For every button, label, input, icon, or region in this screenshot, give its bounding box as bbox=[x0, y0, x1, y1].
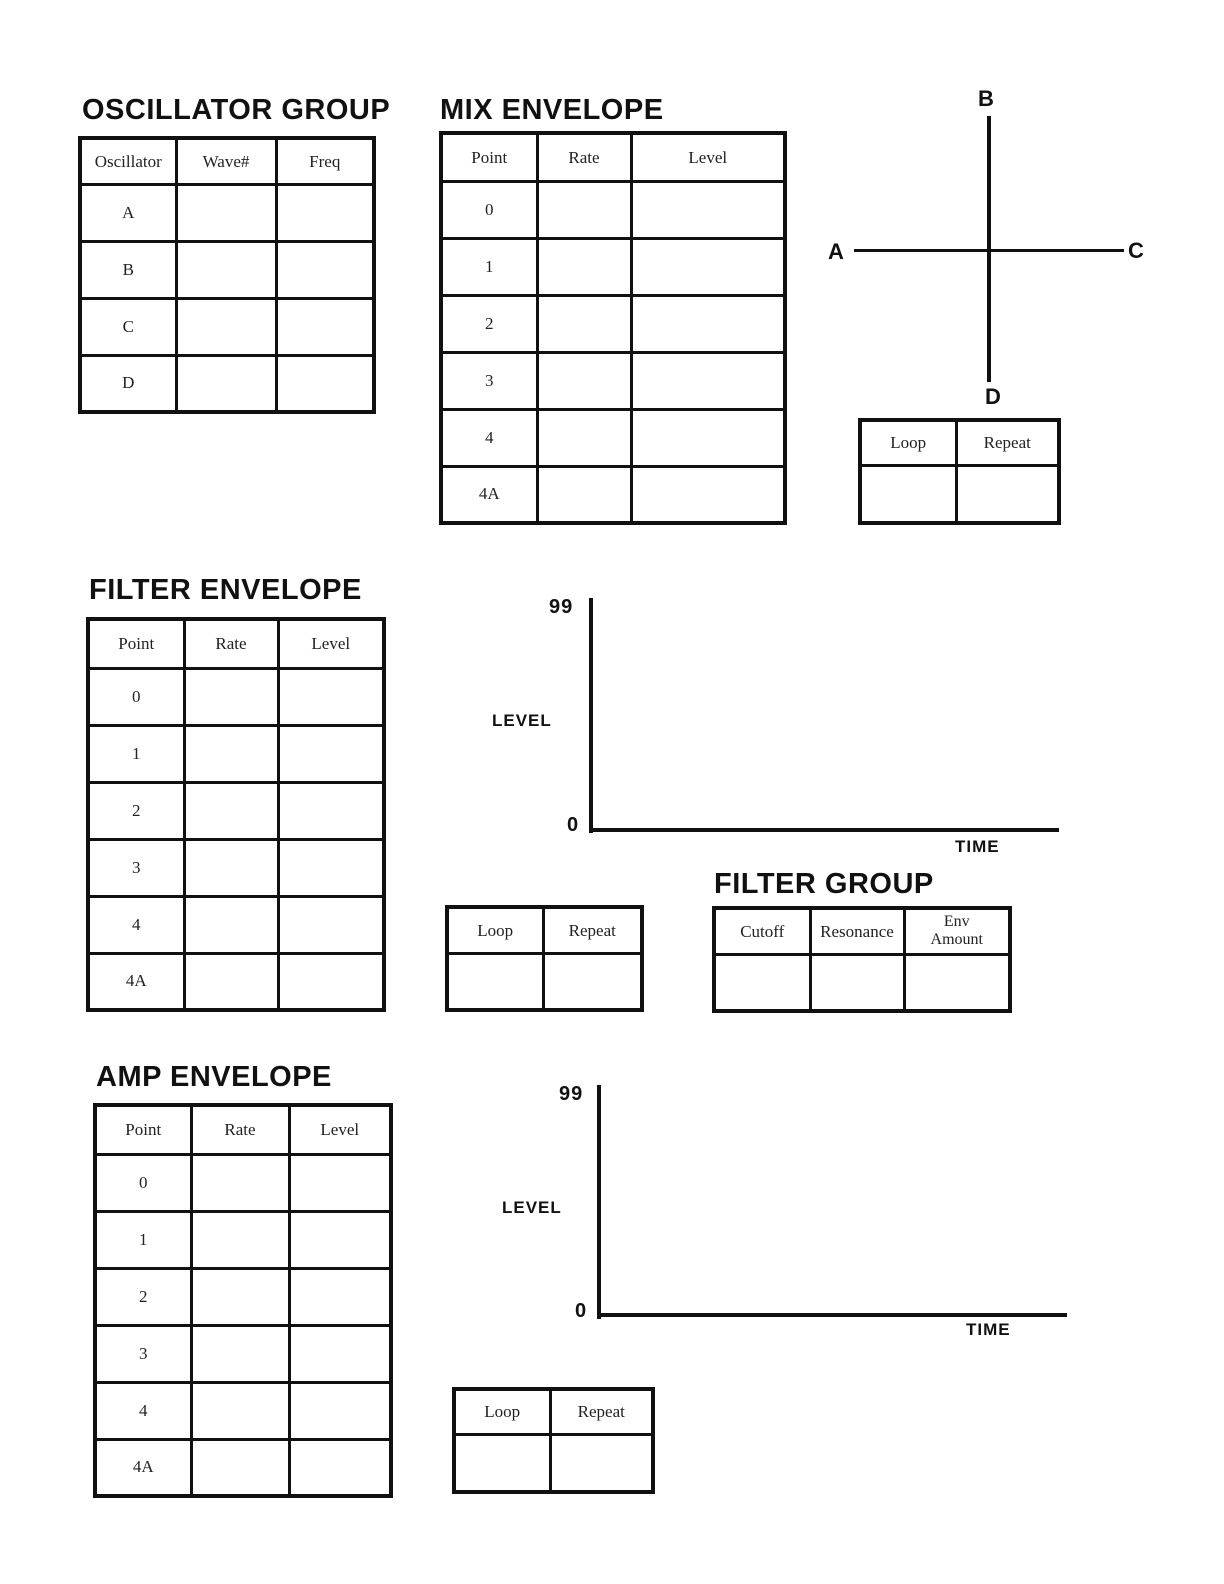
table-row bbox=[441, 409, 785, 466]
point-label: 4 bbox=[88, 896, 184, 953]
table-header-row bbox=[88, 619, 384, 668]
rate-cell[interactable] bbox=[191, 1211, 289, 1268]
graph-x-axis-label: TIME bbox=[955, 837, 1000, 856]
freq-cell[interactable] bbox=[276, 355, 374, 412]
rate-cell[interactable] bbox=[184, 896, 278, 953]
point-label: 4A bbox=[95, 1439, 191, 1496]
table-row bbox=[88, 953, 384, 1010]
level-cell[interactable] bbox=[289, 1325, 391, 1382]
point-label: 0 bbox=[88, 668, 184, 725]
horizontal-axis-line bbox=[854, 249, 1124, 252]
oscillator-group-table bbox=[78, 136, 376, 414]
graph-x-axis bbox=[589, 828, 1059, 832]
level-cell[interactable] bbox=[289, 1211, 391, 1268]
diagram-label-b: B bbox=[978, 86, 994, 111]
amp-loop-repeat-table bbox=[452, 1387, 655, 1494]
table-row bbox=[441, 295, 785, 352]
repeat-column-header: Repeat bbox=[543, 907, 642, 953]
loop-column-header: Loop bbox=[454, 1389, 550, 1434]
level-cell[interactable] bbox=[278, 953, 384, 1010]
level-cell[interactable] bbox=[631, 409, 785, 466]
level-cell[interactable] bbox=[278, 782, 384, 839]
filter-group-title: FILTER GROUP bbox=[714, 868, 934, 900]
wave-column-header: Wave# bbox=[176, 138, 276, 184]
cutoff-cell[interactable] bbox=[714, 954, 810, 1011]
point-column-header: Point bbox=[95, 1105, 191, 1154]
rate-cell[interactable] bbox=[184, 782, 278, 839]
table-row bbox=[447, 953, 642, 1010]
level-cell[interactable] bbox=[289, 1382, 391, 1439]
table-row bbox=[95, 1325, 391, 1382]
oscillator-group-title: OSCILLATOR GROUP bbox=[82, 94, 391, 126]
table-row bbox=[80, 184, 374, 241]
rate-cell[interactable] bbox=[184, 953, 278, 1010]
point-label: 1 bbox=[441, 238, 537, 295]
point-label: 3 bbox=[88, 839, 184, 896]
point-label: 4A bbox=[441, 466, 537, 523]
level-cell[interactable] bbox=[631, 352, 785, 409]
table-row bbox=[714, 954, 1010, 1011]
filter-envelope-table bbox=[86, 617, 386, 1012]
level-cell[interactable] bbox=[631, 466, 785, 523]
rate-cell[interactable] bbox=[537, 409, 631, 466]
repeat-cell[interactable] bbox=[956, 465, 1059, 523]
table-row bbox=[80, 298, 374, 355]
level-cell[interactable] bbox=[631, 295, 785, 352]
rate-column-header: Rate bbox=[191, 1105, 289, 1154]
level-column-header: Level bbox=[278, 619, 384, 668]
point-label: 3 bbox=[95, 1325, 191, 1382]
wave-cell[interactable] bbox=[176, 241, 276, 298]
oscillator-label: A bbox=[80, 184, 176, 241]
rate-cell[interactable] bbox=[537, 466, 631, 523]
table-row bbox=[88, 839, 384, 896]
loop-cell[interactable] bbox=[860, 465, 956, 523]
table-row bbox=[441, 466, 785, 523]
diagram-label-c: C bbox=[1128, 238, 1144, 263]
point-label: 4A bbox=[88, 953, 184, 1010]
level-cell[interactable] bbox=[278, 839, 384, 896]
table-row bbox=[860, 465, 1059, 523]
point-label: 2 bbox=[88, 782, 184, 839]
loop-column-header: Loop bbox=[447, 907, 543, 953]
table-row bbox=[88, 782, 384, 839]
table-row bbox=[80, 241, 374, 298]
repeat-cell[interactable] bbox=[543, 953, 642, 1010]
cutoff-column-header: Cutoff bbox=[714, 908, 810, 954]
level-cell[interactable] bbox=[631, 181, 785, 238]
resonance-column-header: Resonance bbox=[810, 908, 904, 954]
filter-envelope-title: FILTER ENVELOPE bbox=[89, 574, 362, 606]
level-column-header: Level bbox=[289, 1105, 391, 1154]
loop-column-header: Loop bbox=[860, 420, 956, 465]
amp-envelope-title: AMP ENVELOPE bbox=[96, 1061, 332, 1093]
point-label: 0 bbox=[95, 1154, 191, 1211]
repeat-column-header: Repeat bbox=[956, 420, 1059, 465]
mix-envelope-title: MIX ENVELOPE bbox=[440, 94, 664, 126]
point-column-header: Point bbox=[441, 133, 537, 181]
graph-y-min-label: 0 bbox=[575, 1300, 588, 1322]
rate-cell[interactable] bbox=[191, 1439, 289, 1496]
graph-y-axis-label: LEVEL bbox=[502, 1198, 562, 1217]
table-row bbox=[441, 181, 785, 238]
table-row bbox=[95, 1211, 391, 1268]
rate-cell[interactable] bbox=[191, 1268, 289, 1325]
diagram-label-d: D bbox=[985, 384, 1001, 409]
rate-cell[interactable] bbox=[191, 1325, 289, 1382]
point-label: 1 bbox=[88, 725, 184, 782]
wave-cell[interactable] bbox=[176, 184, 276, 241]
repeat-cell[interactable] bbox=[550, 1434, 653, 1492]
oscillator-label: C bbox=[80, 298, 176, 355]
freq-column-header: Freq bbox=[276, 138, 374, 184]
graph-y-max-label: 99 bbox=[549, 596, 574, 618]
env-amount-cell[interactable] bbox=[904, 954, 1010, 1011]
level-cell[interactable] bbox=[278, 668, 384, 725]
oscillator-column-header: Oscillator bbox=[80, 138, 176, 184]
level-cell[interactable] bbox=[289, 1154, 391, 1211]
rate-cell[interactable] bbox=[191, 1382, 289, 1439]
table-header-row bbox=[860, 420, 1059, 465]
oscillator-label: B bbox=[80, 241, 176, 298]
filter-group-table bbox=[712, 906, 1012, 1013]
point-label: 1 bbox=[95, 1211, 191, 1268]
point-label: 2 bbox=[95, 1268, 191, 1325]
point-label: 3 bbox=[441, 352, 537, 409]
rate-cell[interactable] bbox=[184, 725, 278, 782]
table-header-row bbox=[95, 1105, 391, 1154]
oscillator-label: D bbox=[80, 355, 176, 412]
rate-cell[interactable] bbox=[191, 1154, 289, 1211]
rate-cell[interactable] bbox=[537, 238, 631, 295]
level-cell[interactable] bbox=[289, 1439, 391, 1496]
table-row bbox=[88, 725, 384, 782]
mix-loop-repeat-table bbox=[858, 418, 1061, 525]
point-label: 2 bbox=[441, 295, 537, 352]
amp-envelope-table bbox=[93, 1103, 393, 1498]
table-row bbox=[95, 1439, 391, 1496]
point-label: 4 bbox=[441, 409, 537, 466]
resonance-cell[interactable] bbox=[810, 954, 904, 1011]
rate-cell[interactable] bbox=[184, 668, 278, 725]
rate-cell[interactable] bbox=[537, 352, 631, 409]
repeat-column-header: Repeat bbox=[550, 1389, 653, 1434]
graph-x-axis-label: TIME bbox=[966, 1320, 1011, 1339]
mix-envelope-table bbox=[439, 131, 787, 525]
freq-cell[interactable] bbox=[276, 241, 374, 298]
level-cell[interactable] bbox=[278, 896, 384, 953]
graph-y-min-label: 0 bbox=[567, 814, 580, 836]
point-label: 4 bbox=[95, 1382, 191, 1439]
graph-y-axis bbox=[597, 1085, 601, 1319]
level-cell[interactable] bbox=[278, 725, 384, 782]
point-label: 0 bbox=[441, 181, 537, 238]
table-row bbox=[95, 1382, 391, 1439]
table-header-row bbox=[447, 907, 642, 953]
graph-y-axis-label: LEVEL bbox=[492, 711, 552, 730]
rate-column-header: Rate bbox=[537, 133, 631, 181]
diagram-label-a: A bbox=[828, 239, 844, 264]
rate-column-header: Rate bbox=[184, 619, 278, 668]
rate-cell[interactable] bbox=[537, 295, 631, 352]
filter-loop-repeat-table bbox=[445, 905, 644, 1012]
freq-cell[interactable] bbox=[276, 184, 374, 241]
point-column-header: Point bbox=[88, 619, 184, 668]
level-column-header: Level bbox=[631, 133, 785, 181]
table-header-row bbox=[454, 1389, 653, 1434]
graph-y-axis bbox=[589, 598, 593, 833]
wave-cell[interactable] bbox=[176, 298, 276, 355]
rate-cell[interactable] bbox=[184, 839, 278, 896]
table-row bbox=[95, 1268, 391, 1325]
loop-cell[interactable] bbox=[447, 953, 543, 1010]
wave-cell[interactable] bbox=[176, 355, 276, 412]
table-row bbox=[441, 352, 785, 409]
freq-cell[interactable] bbox=[276, 298, 374, 355]
table-row bbox=[454, 1434, 653, 1492]
table-row bbox=[441, 238, 785, 295]
table-header-row bbox=[714, 908, 1010, 954]
level-cell[interactable] bbox=[289, 1268, 391, 1325]
loop-cell[interactable] bbox=[454, 1434, 550, 1492]
level-cell[interactable] bbox=[631, 238, 785, 295]
table-row bbox=[95, 1154, 391, 1211]
rate-cell[interactable] bbox=[537, 181, 631, 238]
table-header-row bbox=[441, 133, 785, 181]
graph-x-axis bbox=[597, 1313, 1067, 1317]
table-row bbox=[88, 668, 384, 725]
graph-y-max-label: 99 bbox=[559, 1083, 584, 1105]
env-amount-column-header: Env Amount bbox=[904, 908, 1010, 954]
table-row bbox=[80, 355, 374, 412]
table-row bbox=[88, 896, 384, 953]
table-header-row bbox=[80, 138, 374, 184]
